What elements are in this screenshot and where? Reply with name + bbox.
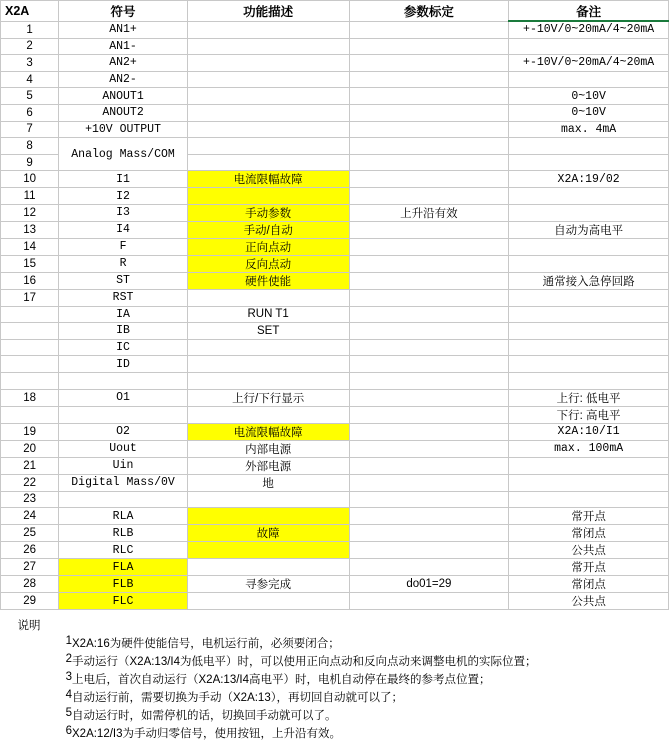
cell-parameter: 上升沿有效 bbox=[349, 204, 509, 221]
cell-parameter bbox=[349, 138, 509, 155]
note-row bbox=[0, 706, 669, 724]
cell-remark bbox=[509, 356, 669, 373]
cell-remark bbox=[509, 339, 669, 356]
cell-function bbox=[187, 104, 349, 121]
cell-function: 电流限幅故障 bbox=[187, 171, 349, 188]
table-row bbox=[1, 188, 669, 205]
cell-function bbox=[187, 372, 349, 389]
cell-x2a: 13 bbox=[1, 221, 59, 238]
cell-parameter bbox=[349, 474, 509, 491]
cell-parameter bbox=[349, 55, 509, 72]
cell-function bbox=[187, 88, 349, 105]
cell-remark bbox=[509, 138, 669, 155]
table-row bbox=[1, 356, 669, 373]
note-text: X2A:12/I3为手动归零信号，使用按钮，上升沿有效。 bbox=[72, 728, 342, 741]
cell-remark: 常开点 bbox=[509, 508, 669, 525]
cell-symbol: I3 bbox=[59, 204, 188, 221]
table-body bbox=[1, 1, 669, 610]
header-x2a: X2A bbox=[1, 1, 59, 22]
note-text: 上电后，首次自动运行（X2A:13/I4高电平）时，电机自动停在最终的参考点位置； bbox=[72, 674, 491, 687]
cell-function: 电流限幅故障 bbox=[187, 423, 349, 440]
cell-x2a: 2 bbox=[1, 38, 59, 55]
cell-x2a: 9 bbox=[1, 154, 59, 171]
cell-symbol: AN1- bbox=[59, 38, 188, 55]
cell-function: 内部电源 bbox=[187, 440, 349, 457]
cell-function: RUN T1 bbox=[187, 306, 349, 323]
cell-remark: 上行: 低电平 bbox=[509, 389, 669, 406]
cell-symbol: ID bbox=[59, 356, 188, 373]
table-row bbox=[1, 138, 669, 155]
cell-remark bbox=[509, 38, 669, 55]
cell-remark bbox=[509, 289, 669, 306]
table-row bbox=[1, 221, 669, 238]
header-remark: 备注 bbox=[509, 1, 669, 22]
cell-x2a: 5 bbox=[1, 88, 59, 105]
table-row bbox=[1, 542, 669, 559]
cell-parameter bbox=[349, 88, 509, 105]
cell-function bbox=[187, 138, 349, 155]
cell-parameter bbox=[349, 389, 509, 406]
table-row bbox=[1, 423, 669, 440]
note-spacer bbox=[0, 634, 58, 652]
note-number: 5 bbox=[65, 707, 72, 720]
cell-remark bbox=[509, 474, 669, 491]
cell-symbol: ANOUT1 bbox=[59, 88, 188, 105]
cell-symbol bbox=[59, 491, 188, 508]
cell-x2a bbox=[1, 372, 59, 389]
cell-parameter bbox=[349, 593, 509, 610]
cell-function bbox=[187, 593, 349, 610]
table-row bbox=[1, 71, 669, 88]
table-row bbox=[1, 306, 669, 323]
cell-symbol: F bbox=[59, 238, 188, 255]
note-row bbox=[0, 634, 669, 652]
cell-function bbox=[187, 542, 349, 559]
cell-parameter bbox=[349, 71, 509, 88]
note-number: 1 bbox=[65, 635, 72, 648]
cell-x2a: 4 bbox=[1, 71, 59, 88]
cell-parameter bbox=[349, 559, 509, 576]
cell-parameter bbox=[349, 356, 509, 373]
note-text: 自动运行时，如需停机的话，切换回手动就可以了。 bbox=[72, 710, 337, 723]
cell-function: 手动参数 bbox=[187, 204, 349, 221]
cell-symbol: IB bbox=[59, 323, 188, 340]
cell-remark: 自动为高电平 bbox=[509, 221, 669, 238]
cell-function: 地 bbox=[187, 474, 349, 491]
cell-x2a: 10 bbox=[1, 171, 59, 188]
cell-function: 寻参完成 bbox=[187, 576, 349, 593]
cell-symbol bbox=[59, 406, 188, 423]
cell-x2a: 11 bbox=[1, 188, 59, 205]
cell-remark bbox=[509, 306, 669, 323]
cell-parameter: do01=29 bbox=[349, 576, 509, 593]
cell-parameter bbox=[349, 542, 509, 559]
cell-remark: X2A:10/I1 bbox=[509, 423, 669, 440]
cell-symbol: IA bbox=[59, 306, 188, 323]
notes-body bbox=[0, 616, 669, 742]
table-row bbox=[1, 255, 669, 272]
header-symbol: 符号 bbox=[59, 1, 188, 22]
table-row bbox=[1, 289, 669, 306]
cell-symbol: ST bbox=[59, 272, 188, 289]
table-row bbox=[1, 238, 669, 255]
cell-symbol: AN2- bbox=[59, 71, 188, 88]
cell-symbol: FLA bbox=[59, 559, 188, 576]
cell-remark: +-10V/0~20mA/4~20mA bbox=[509, 55, 669, 72]
table-row bbox=[1, 559, 669, 576]
cell-x2a: 22 bbox=[1, 474, 59, 491]
table-row bbox=[1, 576, 669, 593]
note-text: X2A:16为硬件使能信号，电机运行前，必须要闭合； bbox=[72, 638, 340, 651]
cell-remark bbox=[509, 491, 669, 508]
note-row bbox=[0, 670, 669, 688]
cell-symbol: FLB bbox=[59, 576, 188, 593]
table-row bbox=[1, 389, 669, 406]
cell-parameter bbox=[349, 323, 509, 340]
cell-remark bbox=[509, 154, 669, 171]
notes-table bbox=[0, 616, 669, 742]
cell-remark: 公共点 bbox=[509, 593, 669, 610]
cell-symbol: Analog Mass/COM bbox=[59, 138, 188, 171]
cell-symbol: AN2+ bbox=[59, 55, 188, 72]
table-row bbox=[1, 38, 669, 55]
cell-function bbox=[187, 491, 349, 508]
note-number: 2 bbox=[65, 653, 72, 666]
table-row bbox=[1, 372, 669, 389]
cell-remark bbox=[509, 255, 669, 272]
table-row bbox=[1, 55, 669, 72]
cell-function bbox=[187, 188, 349, 205]
cell-remark: 通常接入急停回路 bbox=[509, 272, 669, 289]
cell-function bbox=[187, 508, 349, 525]
cell-symbol: Uin bbox=[59, 457, 188, 474]
cell-parameter bbox=[349, 372, 509, 389]
table-row bbox=[1, 457, 669, 474]
cell-function bbox=[187, 356, 349, 373]
cell-parameter bbox=[349, 423, 509, 440]
table-header-row bbox=[1, 1, 669, 22]
cell-symbol: AN1+ bbox=[59, 21, 188, 38]
cell-symbol: RLA bbox=[59, 508, 188, 525]
notes-label: 说明 bbox=[17, 620, 41, 633]
cell-x2a: 6 bbox=[1, 104, 59, 121]
cell-symbol: O2 bbox=[59, 423, 188, 440]
cell-x2a: 29 bbox=[1, 593, 59, 610]
cell-remark bbox=[509, 238, 669, 255]
cell-x2a: 24 bbox=[1, 508, 59, 525]
cell-parameter bbox=[349, 440, 509, 457]
table-row bbox=[1, 272, 669, 289]
table-row bbox=[1, 204, 669, 221]
cell-function bbox=[187, 289, 349, 306]
cell-function bbox=[187, 406, 349, 423]
cell-parameter bbox=[349, 457, 509, 474]
cell-x2a: 21 bbox=[1, 457, 59, 474]
cell-parameter bbox=[349, 339, 509, 356]
cell-parameter bbox=[349, 21, 509, 38]
cell-parameter bbox=[349, 272, 509, 289]
note-number: 3 bbox=[65, 671, 72, 684]
table-row bbox=[1, 21, 669, 38]
header-parameter: 参数标定 bbox=[349, 1, 509, 22]
note-row bbox=[0, 652, 669, 670]
cell-function: SET bbox=[187, 323, 349, 340]
cell-parameter bbox=[349, 154, 509, 171]
cell-function: 故障 bbox=[187, 525, 349, 542]
cell-function bbox=[187, 38, 349, 55]
table-row bbox=[1, 508, 669, 525]
cell-x2a: 19 bbox=[1, 423, 59, 440]
cell-parameter bbox=[349, 104, 509, 121]
cell-x2a: 25 bbox=[1, 525, 59, 542]
cell-function bbox=[187, 121, 349, 138]
cell-parameter bbox=[349, 171, 509, 188]
cell-symbol: RLB bbox=[59, 525, 188, 542]
cell-x2a: 8 bbox=[1, 138, 59, 155]
table-row bbox=[1, 593, 669, 610]
cell-remark: 公共点 bbox=[509, 542, 669, 559]
cell-parameter bbox=[349, 255, 509, 272]
cell-parameter bbox=[349, 38, 509, 55]
cell-x2a bbox=[1, 339, 59, 356]
cell-function: 外部电源 bbox=[187, 457, 349, 474]
cell-symbol: ANOUT2 bbox=[59, 104, 188, 121]
cell-parameter bbox=[349, 508, 509, 525]
cell-parameter bbox=[349, 221, 509, 238]
note-spacer bbox=[0, 688, 58, 706]
cell-x2a: 15 bbox=[1, 255, 59, 272]
note-number: 6 bbox=[65, 725, 72, 738]
cell-function bbox=[187, 71, 349, 88]
cell-function: 手动/自动 bbox=[187, 221, 349, 238]
cell-remark: 常闭点 bbox=[509, 525, 669, 542]
table-row bbox=[1, 406, 669, 423]
cell-x2a: 12 bbox=[1, 204, 59, 221]
cell-x2a: 26 bbox=[1, 542, 59, 559]
cell-remark bbox=[509, 204, 669, 221]
cell-x2a bbox=[1, 356, 59, 373]
cell-function bbox=[187, 339, 349, 356]
cell-remark bbox=[509, 323, 669, 340]
cell-remark bbox=[509, 372, 669, 389]
cell-x2a: 27 bbox=[1, 559, 59, 576]
cell-x2a: 28 bbox=[1, 576, 59, 593]
note-row bbox=[0, 724, 669, 742]
cell-remark: max. 100mA bbox=[509, 440, 669, 457]
cell-symbol: RST bbox=[59, 289, 188, 306]
cell-x2a: 14 bbox=[1, 238, 59, 255]
cell-symbol: I4 bbox=[59, 221, 188, 238]
cell-symbol: O1 bbox=[59, 389, 188, 406]
cell-symbol: Digital Mass/0V bbox=[59, 474, 188, 491]
note-spacer bbox=[0, 670, 58, 688]
cell-remark: 0~10V bbox=[509, 88, 669, 105]
cell-x2a: 17 bbox=[1, 289, 59, 306]
cell-x2a: 16 bbox=[1, 272, 59, 289]
cell-function bbox=[187, 559, 349, 576]
cell-parameter bbox=[349, 121, 509, 138]
note-spacer bbox=[0, 724, 58, 742]
cell-remark bbox=[509, 457, 669, 474]
notes-title-row bbox=[0, 616, 669, 634]
cell-symbol bbox=[59, 372, 188, 389]
cell-parameter bbox=[349, 289, 509, 306]
table-row bbox=[1, 440, 669, 457]
cell-function bbox=[187, 55, 349, 72]
cell-remark: 常开点 bbox=[509, 559, 669, 576]
cell-x2a: 3 bbox=[1, 55, 59, 72]
table-row bbox=[1, 491, 669, 508]
cell-symbol: I2 bbox=[59, 188, 188, 205]
cell-remark: X2A:19/02 bbox=[509, 171, 669, 188]
table-row bbox=[1, 339, 669, 356]
cell-x2a bbox=[1, 306, 59, 323]
cell-function: 反向点动 bbox=[187, 255, 349, 272]
note-spacer bbox=[0, 652, 58, 670]
cell-symbol: IC bbox=[59, 339, 188, 356]
cell-function: 正向点动 bbox=[187, 238, 349, 255]
cell-function bbox=[187, 154, 349, 171]
cell-remark: max. 4mA bbox=[509, 121, 669, 138]
cell-symbol: R bbox=[59, 255, 188, 272]
cell-parameter bbox=[349, 306, 509, 323]
cell-function: 硬件使能 bbox=[187, 272, 349, 289]
table-row bbox=[1, 474, 669, 491]
cell-symbol: +10V OUTPUT bbox=[59, 121, 188, 138]
table-row bbox=[1, 88, 669, 105]
cell-symbol: Uout bbox=[59, 440, 188, 457]
note-text: 自动运行前，需要切换为手动（X2A:13），再切回自动就可以了； bbox=[72, 692, 403, 705]
cell-remark: 0~10V bbox=[509, 104, 669, 121]
cell-parameter bbox=[349, 406, 509, 423]
table-row bbox=[1, 171, 669, 188]
cell-symbol: I1 bbox=[59, 171, 188, 188]
table-row bbox=[1, 525, 669, 542]
cell-x2a bbox=[1, 323, 59, 340]
table-row bbox=[1, 323, 669, 340]
table-row bbox=[1, 121, 669, 138]
cell-remark: +-10V/0~20mA/4~20mA bbox=[509, 21, 669, 38]
cell-parameter bbox=[349, 491, 509, 508]
cell-x2a: 1 bbox=[1, 21, 59, 38]
cell-x2a: 18 bbox=[1, 389, 59, 406]
cell-x2a: 20 bbox=[1, 440, 59, 457]
cell-parameter bbox=[349, 188, 509, 205]
header-function: 功能描述 bbox=[187, 1, 349, 22]
cell-x2a bbox=[1, 406, 59, 423]
cell-remark bbox=[509, 71, 669, 88]
table-row bbox=[1, 104, 669, 121]
note-number: 4 bbox=[65, 689, 72, 702]
cell-x2a: 7 bbox=[1, 121, 59, 138]
cell-remark: 常闭点 bbox=[509, 576, 669, 593]
note-spacer bbox=[0, 706, 58, 724]
note-text: 手动运行（X2A:13/I4为低电平）时，可以使用正向点动和反向点动来调整电机的实际位置； bbox=[72, 656, 537, 669]
cell-remark bbox=[509, 188, 669, 205]
cell-x2a: 23 bbox=[1, 491, 59, 508]
cell-parameter bbox=[349, 238, 509, 255]
cell-function: 上行/下行显示 bbox=[187, 389, 349, 406]
note-row bbox=[0, 688, 669, 706]
cell-symbol: RLC bbox=[59, 542, 188, 559]
cell-function bbox=[187, 21, 349, 38]
cell-parameter bbox=[349, 525, 509, 542]
cell-remark: 下行: 高电平 bbox=[509, 406, 669, 423]
cell-symbol: FLC bbox=[59, 593, 188, 610]
